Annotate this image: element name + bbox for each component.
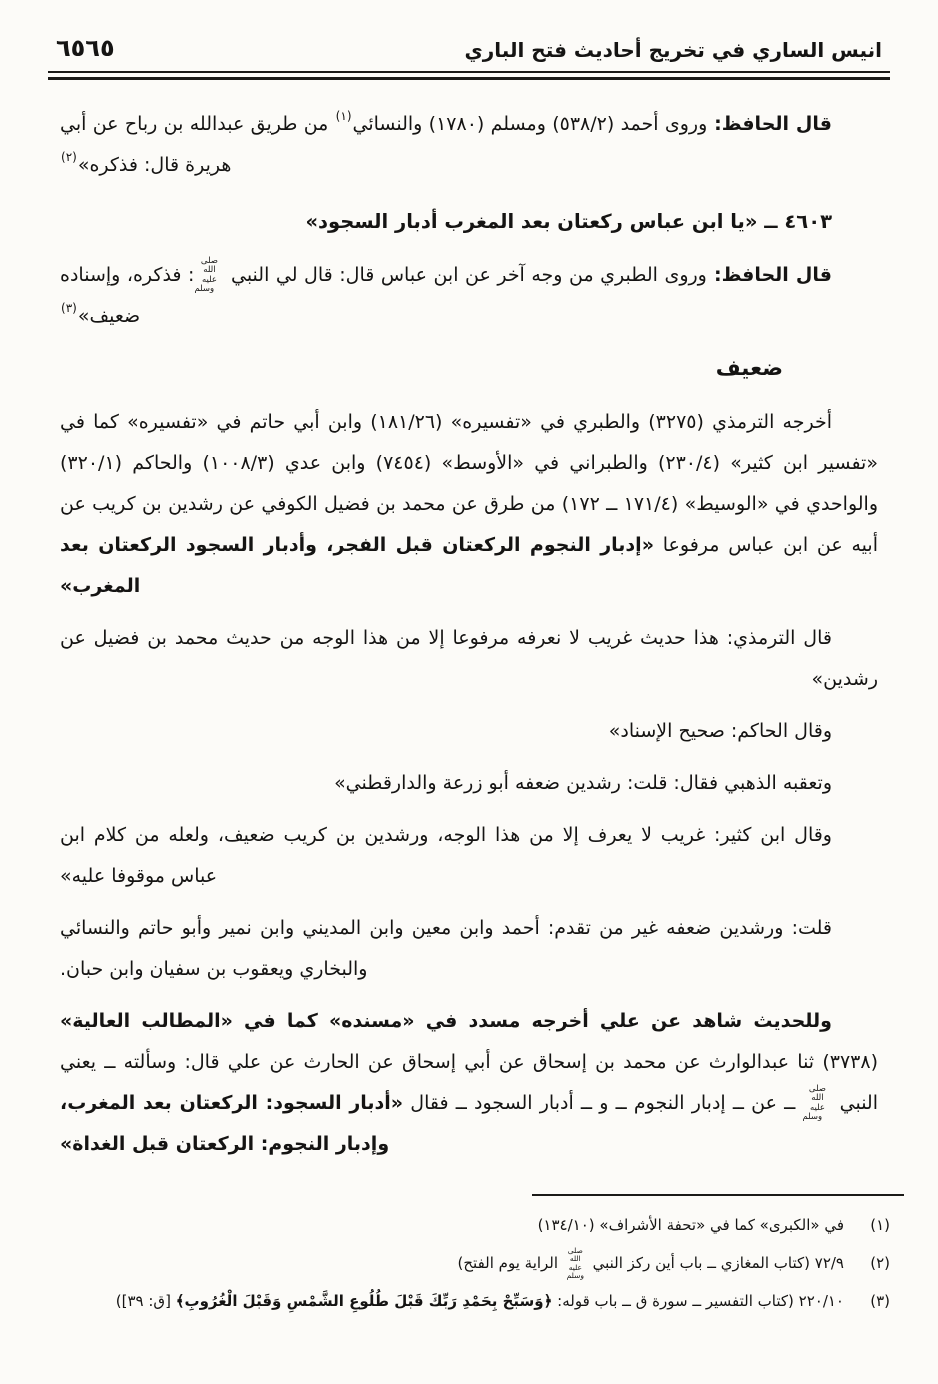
text-run: «أدبار السجود: الركعتان بعد المغرب، وإدبار النجوم: الركعتان قبل الغداة» [60, 1092, 404, 1155]
paragraph-dhahabi [60, 763, 878, 804]
paragraph-takhrij [60, 402, 878, 607]
footnotes-section [48, 1194, 890, 1320]
text-run: من طريق عبدالله بن رباح عن أبي هريرة قال: فذكره» [60, 113, 335, 176]
text-run: ٤٦٠٣ ــ «يا ابن عباس ركعتان بعد المغرب أدبار السجود» [305, 210, 832, 233]
text-run: قال الترمذي: هذا حديث غريب لا نعرفه مرفوعا إلا من هذا الوجه من حديث محمد بن فضيل عن رشدين» [60, 627, 878, 690]
text-run: وروى أحمد (٥٣٨/٢) ومسلم (١٧٨٠) والنسائي [352, 113, 708, 135]
footnote-marker: (١) [870, 1216, 890, 1234]
body-text [48, 80, 890, 1165]
footnote-ref: (٣) [61, 300, 77, 315]
hadith-number-heading [60, 201, 878, 242]
text-run: قلت: ورشدين ضعفه غير من تقدم: أحمد وابن معين وابن المديني وابن نمير وأبو حاتم والنسائي والبخاري ويعقوب بن سفيان وابن حبان. [60, 917, 832, 980]
footnote-marker: (٣) [870, 1292, 890, 1310]
paragraph-ibn-kathir [60, 815, 878, 897]
book-title: انيس الساري في تخريج أحاديث فتح الباري [464, 38, 882, 62]
paragraph-hafiz-quote-2 [60, 255, 878, 337]
paragraph-tirmidhi [60, 618, 878, 700]
page-number: ٦٥٦٥ [56, 34, 115, 62]
footnote-ref: (١) [335, 108, 352, 123]
header-rule [48, 71, 890, 80]
paragraph-hafiz-quote-1 [60, 104, 878, 186]
text-run: وقال الحاكم: صحيح الإسناد» [608, 720, 832, 742]
text-run: [ق: ٣٩]) [115, 1292, 176, 1310]
text-run: في «الكبرى» كما في «تحفة الأشراف» (١٣٤/١٠) [537, 1216, 844, 1234]
paragraph-qultu [60, 908, 878, 990]
paragraph-hakim [60, 711, 878, 752]
text-run: وللحديث شاهد عن علي أخرجه مسدد في «مسنده» كما في «المطالب العالية» [60, 1010, 832, 1032]
footnote-text [48, 1206, 844, 1244]
text-run: قال الحافظ: [707, 113, 832, 135]
footnote-3 [48, 1282, 890, 1320]
text-run: وروى الطبري من وجه آخر عن ابن عباس قال: قال لي النبي [224, 264, 707, 286]
footnote-ref: (٢) [61, 149, 77, 164]
text-run: الراية يوم الفتح) [457, 1254, 563, 1272]
text-run: ــ عن ــ إدبار النجوم ــ و ــ أدبار السجود ــ فقال [403, 1092, 803, 1114]
footnote-1 [48, 1206, 890, 1244]
text-run: وتعقبه الذهبي فقال: قلت: رشدين ضعفه أبو زرعة والدارقطني» [334, 772, 832, 794]
prophet-honorific: صلى الله عليه وسلم [194, 256, 219, 294]
footnote-text [48, 1244, 844, 1282]
footnote-rule [532, 1194, 904, 1196]
quran-verse: ﴿وَسَبِّحْ بِحَمْدِ رَبِّكَ قَبْلَ طُلُوعِ الشَّمْسِ وَقَبْلَ الْغُرُوبِ﴾ [175, 1292, 553, 1310]
text-run: ٧٢/٩ (كتاب المغازي ــ باب أين ركز النبي [587, 1254, 844, 1272]
footnote-text [48, 1282, 844, 1320]
text-run: : فذكره، وإسناده ضعيف» [60, 264, 195, 327]
text-run: قال الحافظ: [706, 264, 832, 286]
text-run: ٢٢٠/١٠ (كتاب التفسير ــ سورة ق ــ باب قوله: [552, 1292, 844, 1310]
text-run: (٣٧٣٨) ثنا عبدالوارث عن محمد بن إسحاق عن أبي إسحاق عن الحارث عن علي قال: وسألته ــ يعني النبي [60, 1051, 878, 1114]
prophet-honorific: صلى الله عليه وسلم [566, 1246, 585, 1280]
text-run: وقال ابن كثير: غريب لا يعرف إلا من هذا الوجه، ورشدين بن كريب ضعيف، ولعله من كلام ابن عباس موقوفا عليه» [60, 824, 832, 887]
text-run: أخرجه الترمذي (٣٢٧٥) والطبري في «تفسيره» (١٨١/٢٦) وابن أبي حاتم في «تفسيره» كما في «تفسير ابن كثير» (٢٣٠/٤) والطبراني في «الأوسط» (٧٤٥٤) وابن عدي (١٠٠٨/٣) والحاكم (٣٢٠/١) والواحدي في «الوسيط» (١٧١/٤ ــ ١٧٢) من طرق عن محمد بن فضيل الكوفي عن رشدين بن كريب عن أبيه عن ابن عباس مرفوعا [60, 411, 879, 556]
grade-label [60, 348, 783, 389]
paragraph-shahid [60, 1001, 878, 1165]
prophet-honorific: صلى الله عليه وسلم [802, 1084, 827, 1122]
footnote-marker: (٢) [870, 1254, 890, 1272]
text-run: «إدبار النجوم الركعتان قبل الفجر، وأدبار السجود الركعتان بعد المغرب» [60, 534, 654, 597]
page-header [48, 0, 890, 71]
footnote-2 [48, 1244, 890, 1282]
text-run: ضعيف [715, 356, 783, 381]
